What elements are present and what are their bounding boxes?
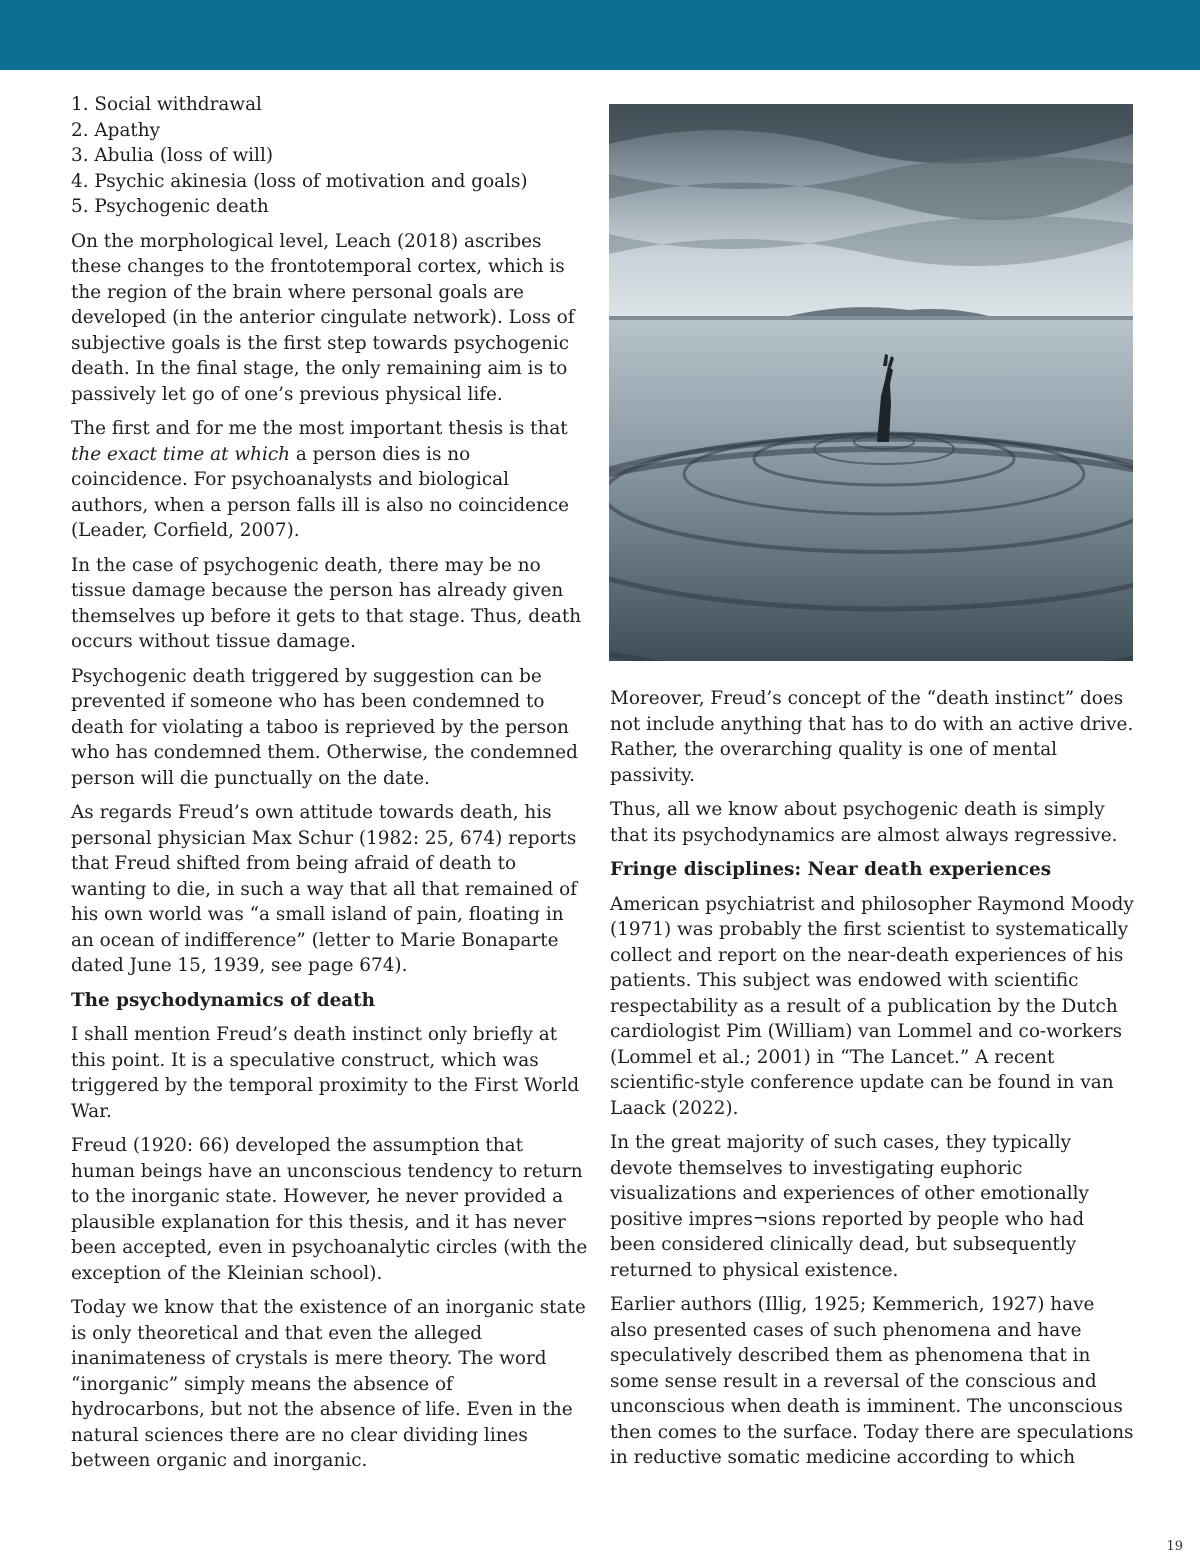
photo-illustration	[609, 104, 1133, 661]
paragraph: As regards Freud’s own attitude towards death, his personal physician Max Schur (1982: 25, 674) reports that Freud shifted from being afraid of death to wanting to die, in such a way that all that remained of his own world was “a small island of pain, floating in an ocean of indifference” (letter to Marie Bonaparte dated June 15, 1939, see page 674).	[71, 802, 578, 976]
list-item: 2. Apathy	[71, 119, 161, 141]
section-heading: Fringe disciplines: Near death experiences	[610, 859, 1052, 880]
paragraph: Earlier authors (Illig, 1925; Kemmerich, 1927) have also presented cases of such phenomena and have speculatively described them as phenomena that in some sense result in a reversal of the conscious and unconscious when death is imminent. The unconscious then comes to the surface. Today there are speculations in reductive somatic medicine according to which	[610, 1294, 1134, 1468]
paragraph	[71, 416, 591, 544]
right-column	[610, 686, 1135, 1480]
left-column	[71, 92, 591, 1483]
paragraph: On the morphological level, Leach (2018) ascribes these changes to the frontotemporal cortex, which is the region of the brain where personal goals are developed (in the anterior cingulate network). Loss of subjective goals is the first step towards psychogenic death. In the final stage, the only remaining aim is to passively let go of one’s previous physical life.	[71, 230, 575, 405]
paragraph: Today we know that the existence of an inorganic state is only theoretical and that even the alleged inanimateness of crystals is mere theory. The word “inorganic” simply means the absence of hydrocarbons, but not the absence of life. Even in the natural sciences there are no clear dividing lines between organic and inorganic.	[71, 1297, 586, 1471]
paragraph: I shall mention Freud’s death instinct only briefly at this point. It is a speculative construct, which was triggered by the temporal proximity to the First World War.	[71, 1024, 580, 1122]
header-bar	[0, 0, 1200, 70]
list-item: 4. Psychic akinesia (loss of motivation and goals)	[71, 170, 528, 192]
paragraph: In the great majority of such cases, they typically devote themselves to investigating euphoric visualizations and experiences of other emotionally positive impres¬sions reported by people who had been considered clinically dead, but subsequently returned to physical existence.	[610, 1132, 1089, 1281]
paragraph: Freud (1920: 66) developed the assumption that human beings have an unconscious tendency to return to the inorganic state. However, he never provided a plausible explanation for this thesis, and it has never been accepted, even in psychoanalytic circles (with the exception of the Kleinian school).	[71, 1135, 588, 1284]
paragraph: Thus, all we know about psychogenic death is simply that its psychodynamics are almost always regressive.	[610, 799, 1118, 846]
drowning-hand-photo	[609, 104, 1133, 661]
page-number: 19	[1166, 1539, 1183, 1554]
list-item: 1. Social withdrawal	[71, 94, 262, 115]
paragraph-text: The first and for me the most important thesis is that	[71, 418, 568, 439]
paragraph: In the case of psychogenic death, there may be no tissue damage because the person has already given themselves up before it gets to that stage. Thus, death occurs without tissue damage.	[71, 554, 582, 652]
paragraph: Moreover, Freud’s concept of the “death instinct” does not include anything that has to do with an active drive. Rather, the overarching quality is one of mental passivity.	[610, 688, 1134, 786]
numbered-list	[71, 92, 591, 220]
paragraph: American psychiatrist and philosopher Raymond Moody (1971) was probably the first scientist to systematically collect and report on the near-death experiences of his patients. This subject was endowed with scientific respectability as a result of a publication by the Dutch cardiologist Pim (William) van Lommel and co-workers (Lommel et al.; 2001) in “The Lancet.” A recent scientific-style conference update can be found in van Laack (2022).	[610, 893, 1134, 1119]
paragraph-text: a person dies is no coincidence. For psychoanalysts and biological authors, when a person falls ill is also no coincidence (Leader, Corfield, 2007).	[71, 443, 570, 541]
emphasis-text: the exact time at which	[71, 443, 290, 465]
section-heading: The psychodynamics of death	[71, 989, 376, 1011]
list-item: 3. Abulia (loss of will)	[71, 145, 274, 166]
paragraph: Psychogenic death triggered by suggestion can be prevented if someone who has been condemned to death for violating a taboo is reprieved by the person who has condemned them. Otherwise, the condemned person will die punctually on the date.	[71, 665, 578, 789]
list-item: 5. Psychogenic death	[71, 196, 269, 217]
